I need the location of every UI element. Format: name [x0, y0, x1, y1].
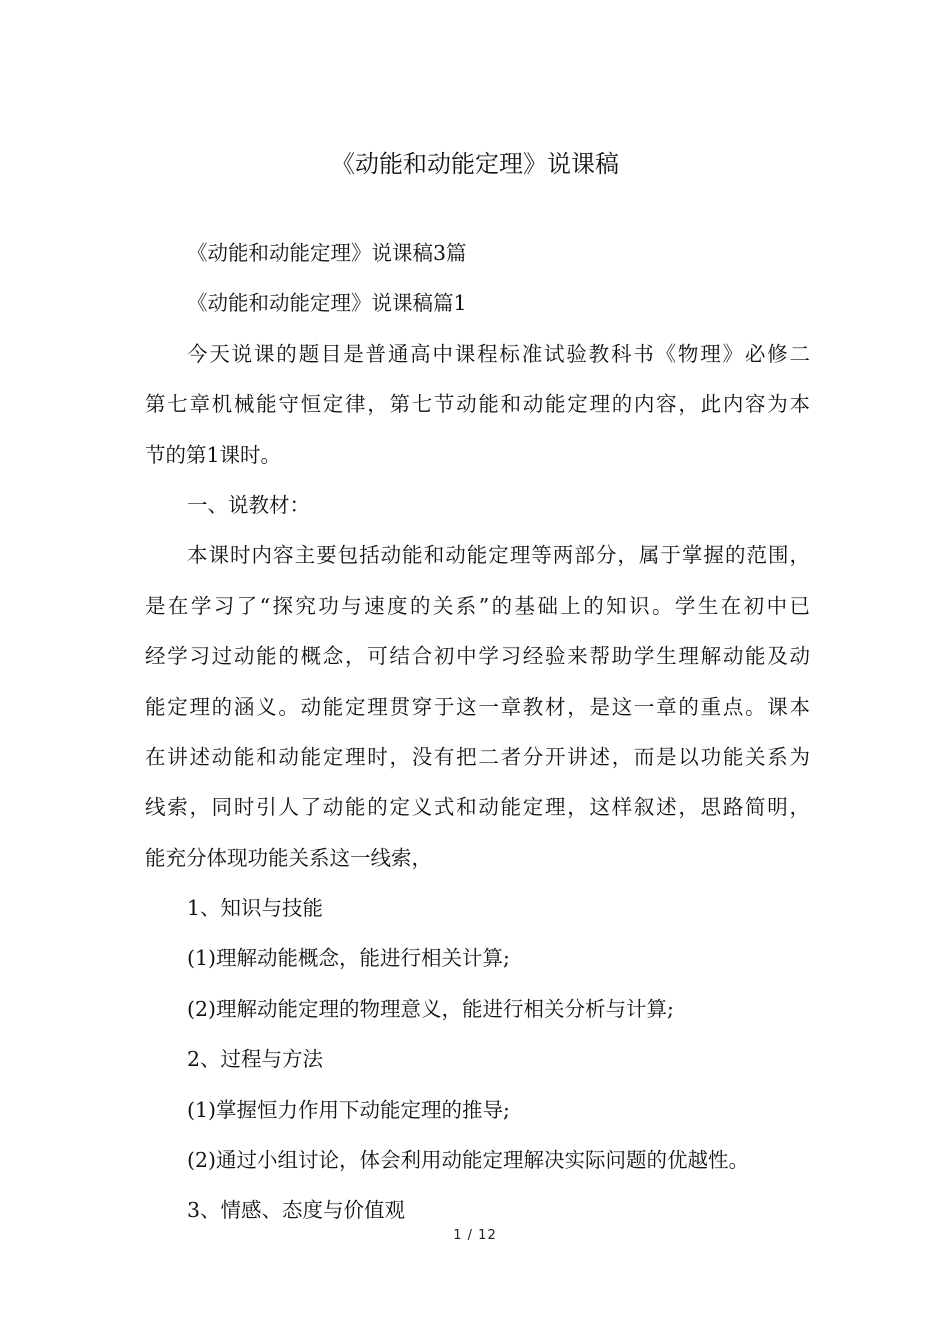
list-item: (2)理解动能定理的物理意义，能进行相关分析与计算;: [187, 996, 674, 1021]
paragraph-line: 本课时内容主要包括动能和动能定理等两部分，属于掌握的范围，: [187, 543, 810, 568]
paragraph-line: 今天说课的题目是普通高中课程标准试验教科书《物理》必修二: [187, 341, 810, 366]
subsection-heading: 3、情感、态度与价值观: [187, 1198, 406, 1223]
subsection-heading: 2、过程与方法: [187, 1047, 324, 1072]
paragraph-line: 是在学习了“探究功与速度的关系”的基础上的知识。学生在初中已: [145, 593, 810, 618]
paragraph-line: 能充分体现功能关系这一线索，: [145, 845, 432, 870]
list-item: (2)通过小组讨论，体会利用动能定理解决实际问题的优越性。: [187, 1148, 750, 1173]
paragraph-line: 经学习过动能的概念，可结合初中学习经验来帮助学生理解动能及动: [145, 644, 810, 669]
document-body: [145, 228, 810, 1236]
paragraph-line: 节的第1课时。: [145, 442, 282, 467]
list-item: (1)理解动能概念，能进行相关计算;: [187, 946, 510, 971]
subsection-heading: 1、知识与技能: [187, 896, 324, 921]
paragraph-line: 线索，同时引人了动能的定义式和动能定理，这样叙述，思路简明，: [145, 795, 810, 820]
list-item: (1)掌握恒力作用下动能定理的推导;: [187, 1097, 510, 1122]
paragraph-line: 第七章机械能守恒定律，第七节动能和动能定理的内容，此内容为本: [145, 392, 810, 417]
paragraph-line: 在讲述动能和动能定理时，没有把二者分开讲述，而是以功能关系为: [145, 744, 810, 769]
paragraph-line: 《动能和动能定理》说课稿篇1: [187, 291, 467, 316]
section-heading: 一、说教材：: [187, 492, 310, 517]
document-title: 《动能和动能定理》说课稿: [331, 150, 619, 178]
paragraph-line: 能定理的涵义。动能定理贯穿于这一章教材，是这一章的重点。课本: [145, 694, 810, 719]
paragraph-line: 《动能和动能定理》说课稿3篇: [187, 241, 467, 265]
page-indicator: 1 / 12: [453, 1228, 497, 1243]
